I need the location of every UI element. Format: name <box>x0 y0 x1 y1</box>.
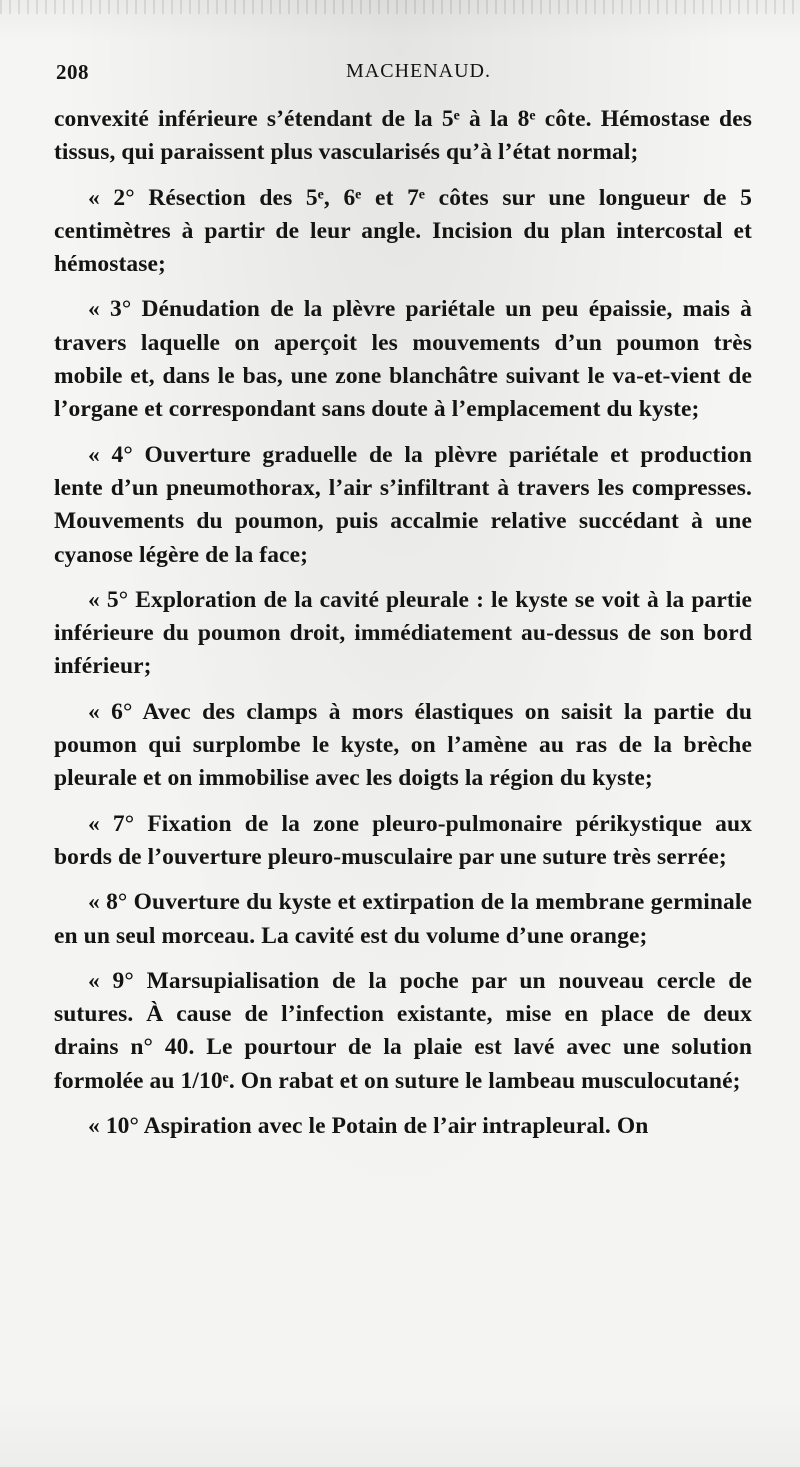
paragraph-step-6: « 6° Avec des clamps à mors élastiques on saisit la partie du poumon qui surplombe le kyste, on l’amène au ras de la brèche pleurale et on immobilise avec les doigts la région du kyste; <box>54 698 752 792</box>
paragraph-step-4: « 4° Ouverture graduelle de la plèvre pariétale et production lente d’un pneumothorax, l’air s’infiltrant à travers les compresses. Mouvements du poumon, puis accalmie relative succédant à une cyanose légère de la face; <box>54 441 752 568</box>
paragraph-step-10: « 10° Aspiration avec le Potain de l’air intrapleural. On <box>88 1113 649 1140</box>
paragraph-step-3: « 3° Dénudation de la plèvre pariétale un peu épaissie, mais à travers laquelle on aperçoit les mouvements d’un poumon très mobile et, dans le bas, une zone blanchâtre suivant le va-et-vient de l’organe et correspondant sans doute à l’emplacement du kyste; <box>54 296 752 423</box>
body-text <box>54 103 752 1155</box>
scan-edge-noise <box>0 0 800 14</box>
paragraph-step-9: « 9° Marsupialisation de la poche par un nouveau cercle de sutures. À cause de l’infection existante, mise en place de deux drains n° 40. Le pourtour de la plaie est lavé avec une solution formolée au 1/10ᵉ. On rabat et on suture le lambeau musculocutané; <box>54 967 752 1094</box>
running-title: MACHENAUD. <box>346 60 491 82</box>
page-number: 208 <box>56 60 89 84</box>
paragraph-step-5: « 5° Exploration de la cavité pleurale : le kyste se voit à la partie inférieure du poumon droit, immédiatement au-dessus de son bord inférieur; <box>54 586 752 680</box>
running-head <box>56 60 754 90</box>
paragraph-step-7: « 7° Fixation de la zone pleuro-pulmonaire périkystique aux bords de l’ouverture pleuro-musculaire par une suture très serrée; <box>54 810 752 870</box>
paragraph-step-8: « 8° Ouverture du kyste et extirpation de la membrane germinale en un seul morceau. La cavité est du volume d’une orange; <box>54 889 752 949</box>
paragraph-continuation: convexité inférieure s’étendant de la 5ᵉ à la 8ᵉ côte. Hémostase des tissus, qui paraissent plus vascularisés qu’à l’état normal; <box>54 106 752 166</box>
paragraph-step-2: « 2° Résection des 5ᵉ, 6ᵉ et 7ᵉ côtes sur une longueur de 5 centimètres à partir de leur angle. Incision du plan intercostal et hémostase; <box>54 184 752 278</box>
